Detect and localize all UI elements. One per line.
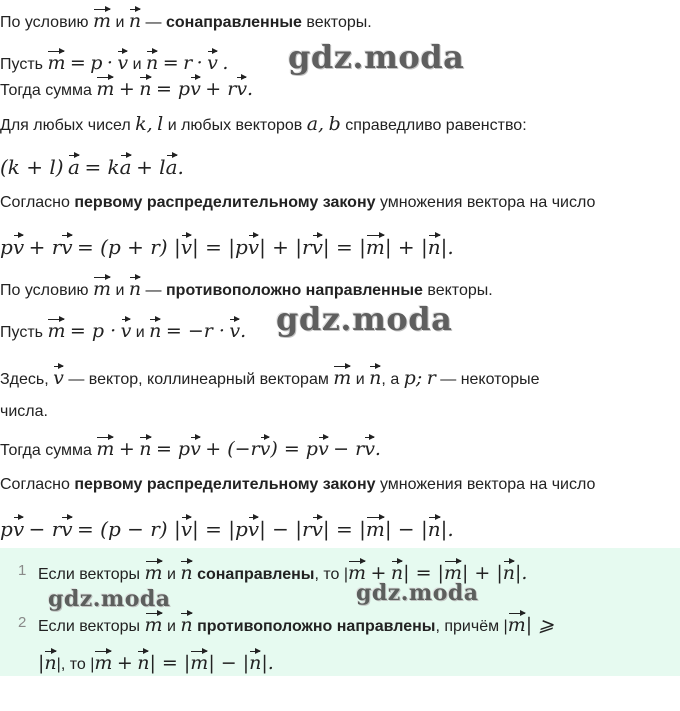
vector-m: m [92, 10, 111, 32]
vector-n: n [139, 438, 152, 460]
text: Согласно [0, 194, 70, 211]
bold-text: сонаправлены [197, 566, 315, 583]
math: | = |p [192, 517, 248, 541]
text-line [0, 193, 595, 213]
math: | [38, 652, 45, 674]
math: p [90, 52, 103, 74]
text: и [355, 371, 365, 388]
math: k, [135, 113, 153, 135]
bold-text: сонаправленные [166, 14, 302, 31]
math: | = | [322, 517, 366, 541]
math: + r [28, 235, 62, 259]
vector-v: v [12, 235, 25, 259]
math: |. [440, 235, 454, 259]
vector-n: n [128, 10, 142, 32]
math: b [328, 113, 341, 135]
math: r [183, 52, 193, 74]
list-number: 1 [18, 562, 27, 579]
text: умножения вектора на число [379, 476, 596, 493]
vector-v: v [207, 52, 218, 74]
text: По условию [0, 282, 89, 299]
math: + [118, 438, 135, 460]
vector-m: m [190, 652, 209, 674]
math: − r [333, 438, 365, 460]
math: | − |r [259, 517, 312, 541]
math: = [69, 52, 86, 74]
vector-n: n [369, 367, 382, 389]
vector-m: m [144, 614, 163, 636]
vector-m: m [47, 320, 66, 342]
text: Здесь, [0, 371, 49, 388]
bold-text: первому распределительному закону [74, 194, 376, 211]
text: векторы. [306, 14, 372, 31]
math: . [247, 78, 254, 100]
vector-m: m [96, 78, 115, 100]
vector-m: m [365, 235, 385, 259]
vector-v: v [236, 78, 248, 100]
list-item-continuation [38, 650, 274, 675]
text: векторы. [427, 282, 493, 299]
math: p [0, 517, 13, 541]
math: · [106, 52, 113, 74]
text-line [0, 276, 493, 301]
math: − r [28, 517, 62, 541]
math: = −r · [165, 320, 225, 342]
vector-m: m [94, 652, 113, 674]
math: l [157, 113, 164, 135]
math: · [196, 52, 203, 74]
text: и [115, 14, 125, 31]
vector-v: v [311, 517, 323, 541]
text-line [0, 318, 246, 343]
text: Если векторы [38, 618, 141, 635]
text: числа. [0, 403, 48, 420]
vector-v: v [259, 438, 271, 460]
text: — некоторые [440, 371, 540, 388]
text-line [0, 402, 48, 422]
vector-m: m [92, 278, 111, 300]
vector-n: n [139, 78, 152, 100]
summary-panel [0, 548, 680, 676]
math: p [0, 235, 13, 259]
vector-v: v [311, 235, 323, 259]
text: Если векторы [38, 566, 141, 583]
math: + [118, 78, 135, 100]
vector-v: v [364, 438, 375, 460]
math: . [222, 52, 229, 74]
math: r [426, 367, 436, 389]
text: и [115, 282, 125, 299]
vector-n: n [427, 235, 441, 259]
text: По условию [0, 14, 89, 31]
vector-n: n [146, 52, 159, 74]
vector-m: m [365, 517, 385, 541]
text: — вектор, коллинеарный векторам [68, 371, 329, 388]
math: . [240, 320, 247, 342]
vector-v: v [247, 235, 260, 259]
vector-a: a [119, 155, 132, 179]
math: | + | [384, 235, 428, 259]
math: = p [155, 78, 191, 100]
vector-n: n [180, 562, 193, 584]
math: |. [515, 562, 528, 584]
list-item [38, 612, 554, 637]
vector-n: n [149, 320, 162, 342]
math: | − | [208, 652, 250, 674]
vector-m: m [144, 562, 163, 584]
watermark: gdz.moda [288, 38, 465, 76]
math: | + |r [259, 235, 312, 259]
vector-v: v [317, 438, 329, 460]
math: p; [403, 367, 423, 389]
math: + [370, 562, 387, 584]
text: , причём | [435, 618, 508, 635]
vector-m: m [333, 367, 352, 389]
vector-n: n [390, 562, 404, 584]
text: умножения вектора на число [379, 194, 596, 211]
vector-v: v [180, 517, 192, 541]
vector-v: v [247, 517, 260, 541]
math: = k [84, 155, 120, 179]
vector-m: m [507, 614, 526, 636]
math: = (p − r) | [77, 517, 181, 541]
vector-v: v [61, 235, 73, 259]
text: |, то | [56, 656, 95, 673]
math: | + | [461, 562, 503, 584]
vector-v: v [53, 367, 64, 389]
text-line [0, 114, 527, 136]
vector-v: v [120, 320, 132, 342]
math: . [374, 438, 381, 460]
vector-n: n [427, 517, 441, 541]
text-line [0, 76, 253, 101]
math: | = |p [192, 235, 248, 259]
math: + [116, 652, 133, 674]
text-line [0, 436, 381, 461]
math: (k + l) [0, 155, 64, 179]
text: и [135, 324, 145, 341]
vector-v: v [180, 235, 192, 259]
math: |. [440, 517, 454, 541]
text: Пусть [0, 56, 43, 73]
text: , а [381, 371, 400, 388]
math: |. [261, 652, 274, 674]
vector-n: n [137, 652, 150, 674]
math: | = | [322, 235, 366, 259]
watermark: gdz.moda [356, 580, 479, 606]
math: + r [205, 78, 237, 100]
text-line [0, 365, 540, 390]
text-line [0, 475, 595, 495]
text: Пусть [0, 324, 43, 341]
vector-m: m [443, 562, 462, 584]
math: = p [155, 438, 191, 460]
text-line [0, 50, 228, 75]
text: — [145, 282, 162, 299]
vector-m: m [96, 438, 115, 460]
watermark: gdz.moda [48, 586, 171, 612]
vector-n: n [128, 278, 142, 300]
list-number: 2 [18, 614, 27, 631]
text-line [0, 8, 372, 33]
text: и [167, 618, 176, 635]
bold-text: первому распределительному закону [74, 476, 376, 493]
math: ) = p [270, 438, 318, 460]
bold-text: противоположно направленные [166, 282, 423, 299]
text: справедливо равенство: [345, 117, 527, 134]
vector-v: v [190, 78, 201, 100]
formula-line [0, 516, 454, 542]
math: | = | [149, 652, 191, 674]
vector-n: n [502, 562, 516, 584]
text: и [167, 566, 176, 583]
vector-n: n [180, 614, 193, 636]
vector-v: v [190, 438, 201, 460]
text: Тогда сумма [0, 82, 92, 99]
vector-v: v [61, 517, 73, 541]
text: Согласно [0, 476, 70, 493]
vector-v: v [12, 517, 25, 541]
text: Тогда сумма [0, 442, 92, 459]
formula-line [0, 154, 184, 180]
math: = [162, 52, 179, 74]
text: — [145, 14, 162, 31]
text: , то | [314, 566, 349, 583]
math: + (−r [205, 438, 260, 460]
vector-m: m [47, 52, 66, 74]
vector-a: a [165, 155, 178, 179]
bold-text: противоположно направлены [197, 618, 436, 635]
math: a, [306, 113, 325, 135]
math: | ⩾ [525, 614, 555, 636]
formula-line [0, 234, 454, 260]
vector-a: a [68, 155, 80, 179]
math: | − | [384, 517, 428, 541]
math: . [177, 155, 184, 179]
vector-v: v [117, 52, 129, 74]
text: и [132, 56, 142, 73]
vector-m: m [348, 562, 367, 584]
text: и любых векторов [167, 117, 303, 134]
math: = p · [69, 320, 117, 342]
watermark: gdz.moda [276, 300, 453, 338]
vector-v: v [229, 320, 241, 342]
math: | = | [403, 562, 444, 584]
vector-n: n [249, 652, 262, 674]
math: + l [136, 155, 166, 179]
text: Для любых чисел [0, 117, 131, 134]
vector-n: n [44, 652, 57, 674]
math: = (p + r) | [77, 235, 181, 259]
